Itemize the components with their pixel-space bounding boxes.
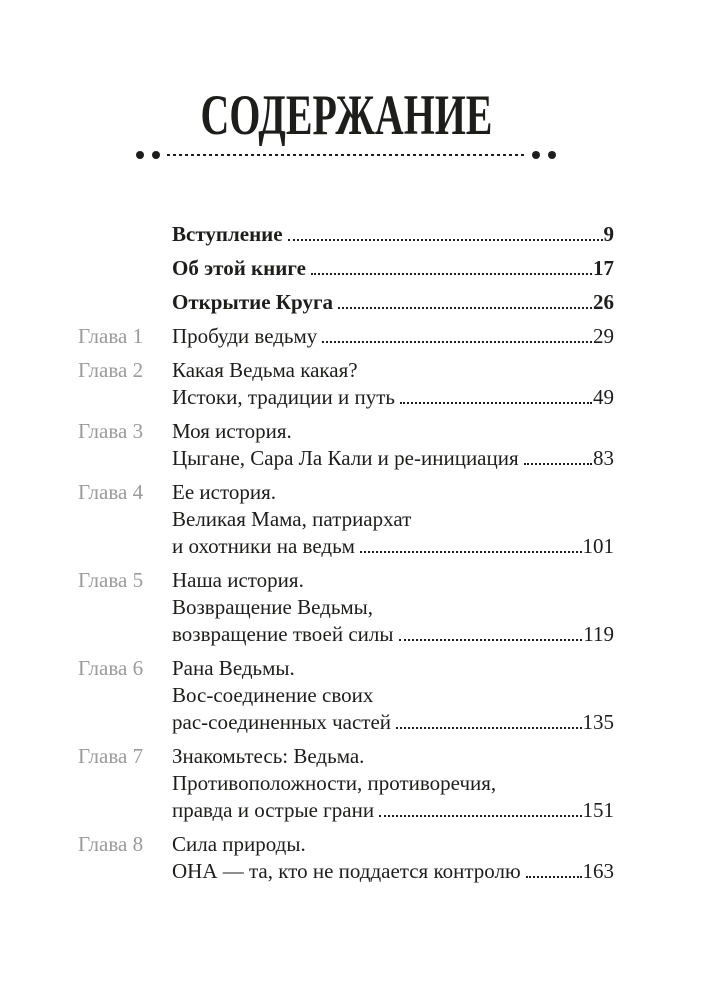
- dot-leader: [400, 402, 592, 404]
- entry-title-text: Вступление: [172, 222, 283, 246]
- toc-entry: [78, 357, 614, 411]
- entry-title-text: Открытие Круга: [172, 290, 333, 314]
- entry-title-text: и охотники на ведьм: [172, 534, 355, 558]
- toc-entry: [78, 418, 614, 472]
- toc-entry: [78, 323, 614, 350]
- page-number: 49: [593, 385, 614, 409]
- toc-entry: [78, 479, 614, 560]
- entry-line: [172, 445, 614, 472]
- toc-entry: [78, 221, 614, 248]
- dot-leader: [311, 273, 592, 275]
- entry-title-text: рас-соединенных частей: [172, 710, 392, 734]
- toc-entry: [78, 831, 614, 885]
- entry-title-text: Истоки, традиции и путь: [172, 385, 395, 409]
- ornament-dot: [532, 151, 540, 159]
- dot-leader: [379, 815, 581, 817]
- dot-leader: [322, 341, 592, 343]
- chapter-label: Глава 8: [78, 832, 144, 856]
- entry-line: [172, 221, 614, 248]
- entry-title-text: Знакомьтесь: Ведьма.: [172, 744, 365, 768]
- toc-entry: [78, 743, 614, 824]
- entry-title-text: ОНА — та, кто не поддается контролю: [172, 859, 521, 883]
- dot-leader: [399, 639, 583, 641]
- entry-title-text: Возвращение Ведьмы,: [172, 595, 374, 619]
- entry-title-text: правда и острые грани: [172, 798, 375, 822]
- page-number: 83: [593, 446, 614, 470]
- toc-entry: [78, 655, 614, 736]
- page-number: 119: [583, 622, 614, 646]
- chapter-label: Глава 7: [78, 744, 144, 768]
- chapter-label: Глава 3: [78, 419, 144, 443]
- entry-title-text: Рана Ведьмы.: [172, 656, 295, 680]
- page-number: 29: [593, 324, 614, 348]
- entry-title-text: Какая Ведьма какая?: [172, 358, 358, 382]
- toc-entry: [78, 567, 614, 648]
- dot-leader: [526, 876, 582, 878]
- entry-line: [172, 797, 614, 824]
- page-number: 101: [582, 534, 614, 558]
- dot-leader: [396, 727, 581, 729]
- chapter-label: Глава 2: [78, 358, 144, 382]
- entry-title-text: Великая Мама, патриархат: [172, 507, 412, 531]
- entry-title-text: возвращение твоей силы: [172, 622, 394, 646]
- entry-line: [172, 255, 614, 282]
- entry-title-text: Вос-соединение своих: [172, 683, 374, 707]
- page-number: 135: [582, 710, 614, 734]
- toc-list: [78, 221, 614, 885]
- entry-title-text: Ее история.: [172, 480, 277, 504]
- entry-line: [172, 289, 614, 316]
- page-number: 151: [582, 798, 614, 822]
- entry-line: [172, 858, 614, 885]
- page-number: 9: [603, 222, 614, 246]
- entry-line: [172, 621, 614, 648]
- entry-line: [172, 709, 614, 736]
- ornament-dashed-rule: [167, 154, 525, 156]
- chapter-label: Глава 4: [78, 480, 144, 504]
- page-header: [78, 84, 614, 159]
- entry-title-text: Сила природы.: [172, 832, 306, 856]
- toc-entry: [78, 255, 614, 282]
- page-title: СОДЕРЖАНИЕ: [200, 84, 492, 147]
- chapter-label: Глава 6: [78, 656, 144, 680]
- entry-title-text: Об этой книге: [172, 256, 306, 280]
- entry-line: [172, 323, 614, 350]
- chapter-label: Глава 5: [78, 568, 144, 592]
- page-number: 163: [582, 859, 614, 883]
- entry-title-text: Пробуди ведьму: [172, 324, 318, 348]
- page-number: 17: [593, 256, 614, 280]
- entry-line: [172, 384, 614, 411]
- entry-title-text: Противоположности, противоречия,: [172, 771, 497, 795]
- page-number: 26: [593, 290, 614, 314]
- ornament-dot: [152, 151, 160, 159]
- title-ornament: [136, 151, 556, 159]
- entry-line: [172, 533, 614, 560]
- toc-entry: [78, 289, 614, 316]
- entry-title-text: Наша история.: [172, 568, 304, 592]
- entry-title-text: Цыгане, Сара Ла Кали и ре-инициация: [172, 446, 519, 470]
- dot-leader: [360, 551, 582, 553]
- ornament-dot: [548, 151, 556, 159]
- dot-leader: [288, 239, 603, 241]
- dot-leader: [524, 463, 592, 465]
- chapter-label: Глава 1: [78, 324, 144, 348]
- ornament-dot: [136, 151, 144, 159]
- dot-leader: [338, 307, 592, 309]
- entry-title-text: Моя история.: [172, 419, 292, 443]
